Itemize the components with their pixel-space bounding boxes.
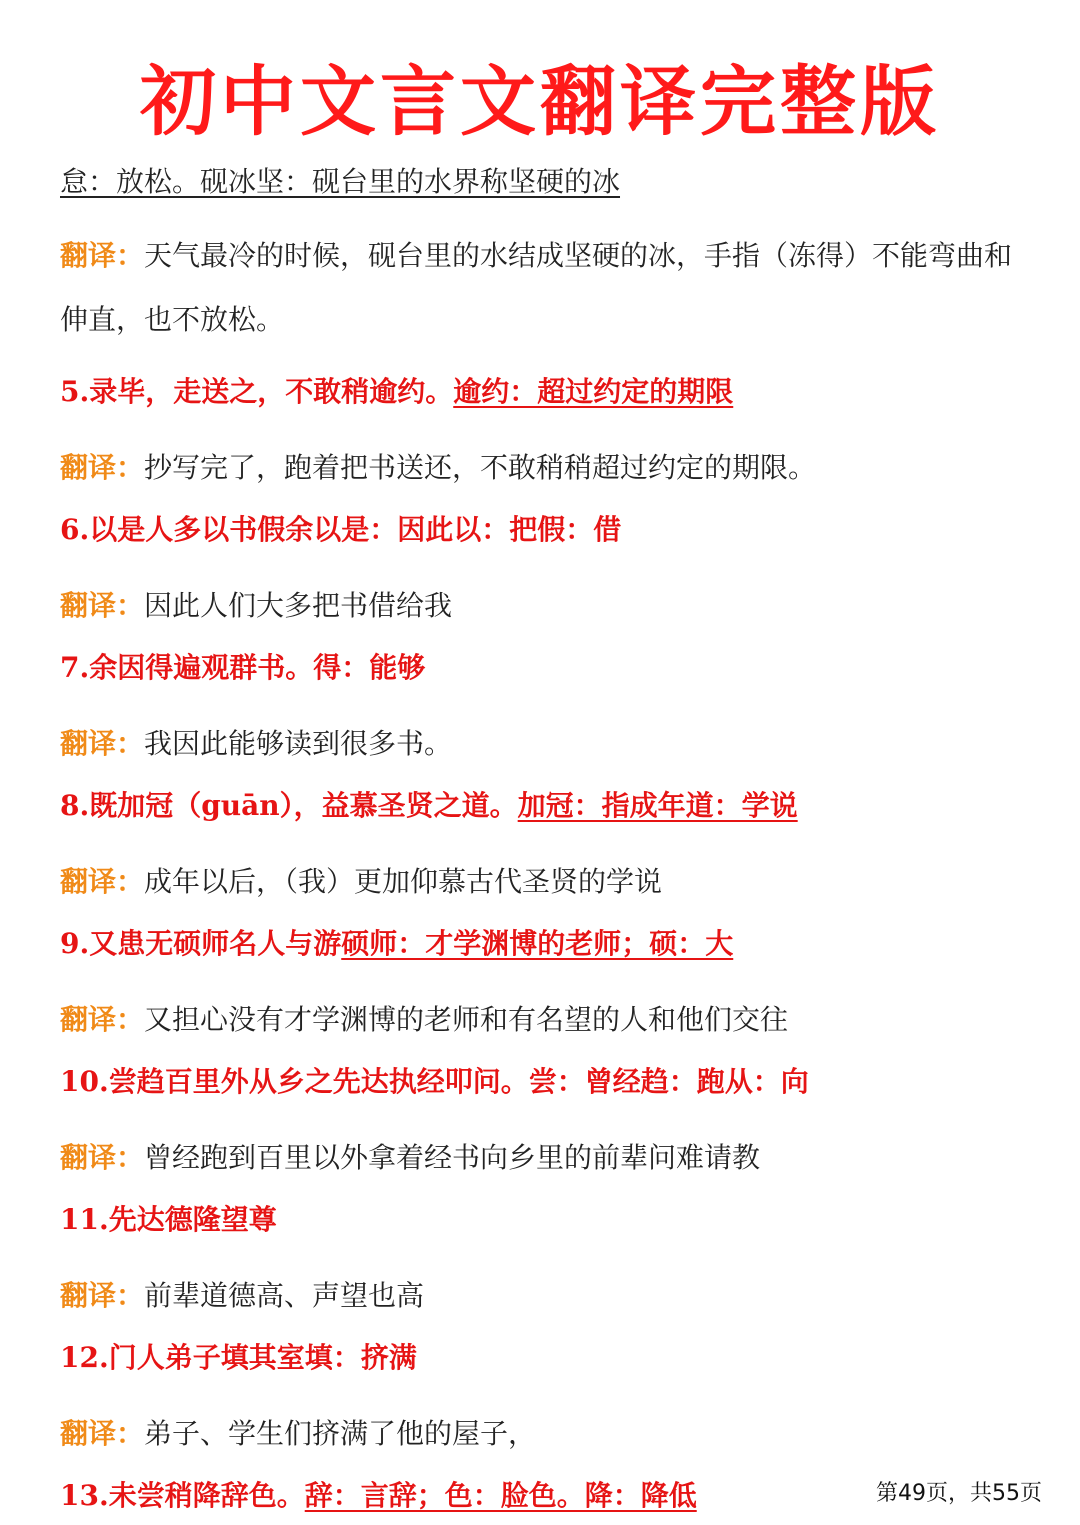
source-text: 10.尝趋百里外从乡之先达执经叩问。尝：曾经趋：跑从：向 (60, 1065, 809, 1098)
source-text: 11.先达德隆望尊 (60, 1203, 277, 1236)
translation-text: 前辈道德高、声望也高 (144, 1279, 425, 1312)
source-line (60, 508, 1040, 552)
translation-text: 弟子、学生们挤满了他的屋子， (144, 1417, 537, 1450)
source-note: 加冠：指成年道：学说 (517, 789, 798, 822)
source-line (60, 1060, 1040, 1104)
translation-row (60, 722, 1040, 766)
source-line (60, 922, 1040, 966)
translation-row (60, 1274, 1040, 1318)
item-11 (60, 1198, 1040, 1318)
page-title: 初中文言文翻译完整版 (140, 57, 940, 146)
translation-text: 抄写完了，跑着把书送还，不敢稍稍超过约定的期限。 (144, 451, 817, 484)
source-line (60, 784, 1040, 828)
translation-text: 因此人们大多把书借给我 (144, 589, 453, 622)
translation-label: 翻译： (60, 865, 145, 898)
item-5 (60, 370, 1040, 490)
source-line (60, 1198, 1040, 1242)
translation-row (60, 446, 1040, 490)
translation-label: 翻译： (60, 727, 145, 760)
translation-row (60, 1136, 1040, 1180)
translation-label: 翻译： (60, 451, 145, 484)
translation-row (60, 1412, 1040, 1456)
item-8 (60, 784, 1040, 904)
translation-text: 曾经跑到百里以外拿着经书向乡里的前辈问难请教 (144, 1141, 761, 1174)
translation-row (60, 998, 1040, 1042)
translation-text: 成年以后，（我）更加仰慕古代圣贤的学说 (144, 865, 663, 898)
translation-row (60, 224, 1040, 352)
item-12 (60, 1336, 1040, 1456)
source-note: 硕师：才学渊博的老师；硕：大 (341, 927, 734, 960)
source-text: 13.未尝稍降辞色。 (60, 1479, 305, 1512)
translation-label: 翻译： (60, 1003, 145, 1036)
source-text: 7.余因得遍观群书。得：能够 (60, 651, 426, 684)
translation-label: 翻译： (60, 239, 145, 272)
source-text: 8.既加冠（guān），益慕圣贤之道。 (60, 789, 518, 822)
translation-text: 天气最冷的时候，砚台里的水结成坚硬的冰，手指（冻得）不能弯曲和伸直，也不放松。 (60, 239, 1013, 336)
translation-row (60, 584, 1040, 628)
continued-note: 怠：放松。砚冰坚：砚台里的水界称坚硬的冰 (60, 165, 621, 198)
source-text: 6.以是人多以书假余以是：因此以：把假：借 (60, 513, 622, 546)
source-line (60, 646, 1040, 690)
document-body (60, 160, 1040, 1518)
source-text: 9.又患无硕师名人与游 (60, 927, 342, 960)
translation-text: 又担心没有才学渊博的老师和有名望的人和他们交往 (144, 1003, 789, 1036)
source-text: 12.门人弟子填其室填：挤满 (60, 1341, 417, 1374)
source-note: 辞：言辞；色：脸色。降：降低 (304, 1479, 697, 1512)
translation-text: 我因此能够读到很多书。 (144, 727, 453, 760)
translation-label: 翻译： (60, 589, 145, 622)
source-text: 5.录毕，走送之，不敢稍逾约。 (60, 375, 454, 408)
item-7 (60, 646, 1040, 766)
item-9 (60, 922, 1040, 1042)
page-number: 第49页，共55页 (876, 1481, 1042, 1506)
source-line (60, 370, 1040, 414)
translation-label: 翻译： (60, 1279, 145, 1312)
source-line (60, 1336, 1040, 1380)
item-10 (60, 1060, 1040, 1180)
translation-label: 翻译： (60, 1417, 145, 1450)
item-6 (60, 508, 1040, 628)
translation-label: 翻译： (60, 1141, 145, 1174)
source-note: 逾约：超过约定的期限 (453, 375, 734, 408)
translation-row (60, 860, 1040, 904)
